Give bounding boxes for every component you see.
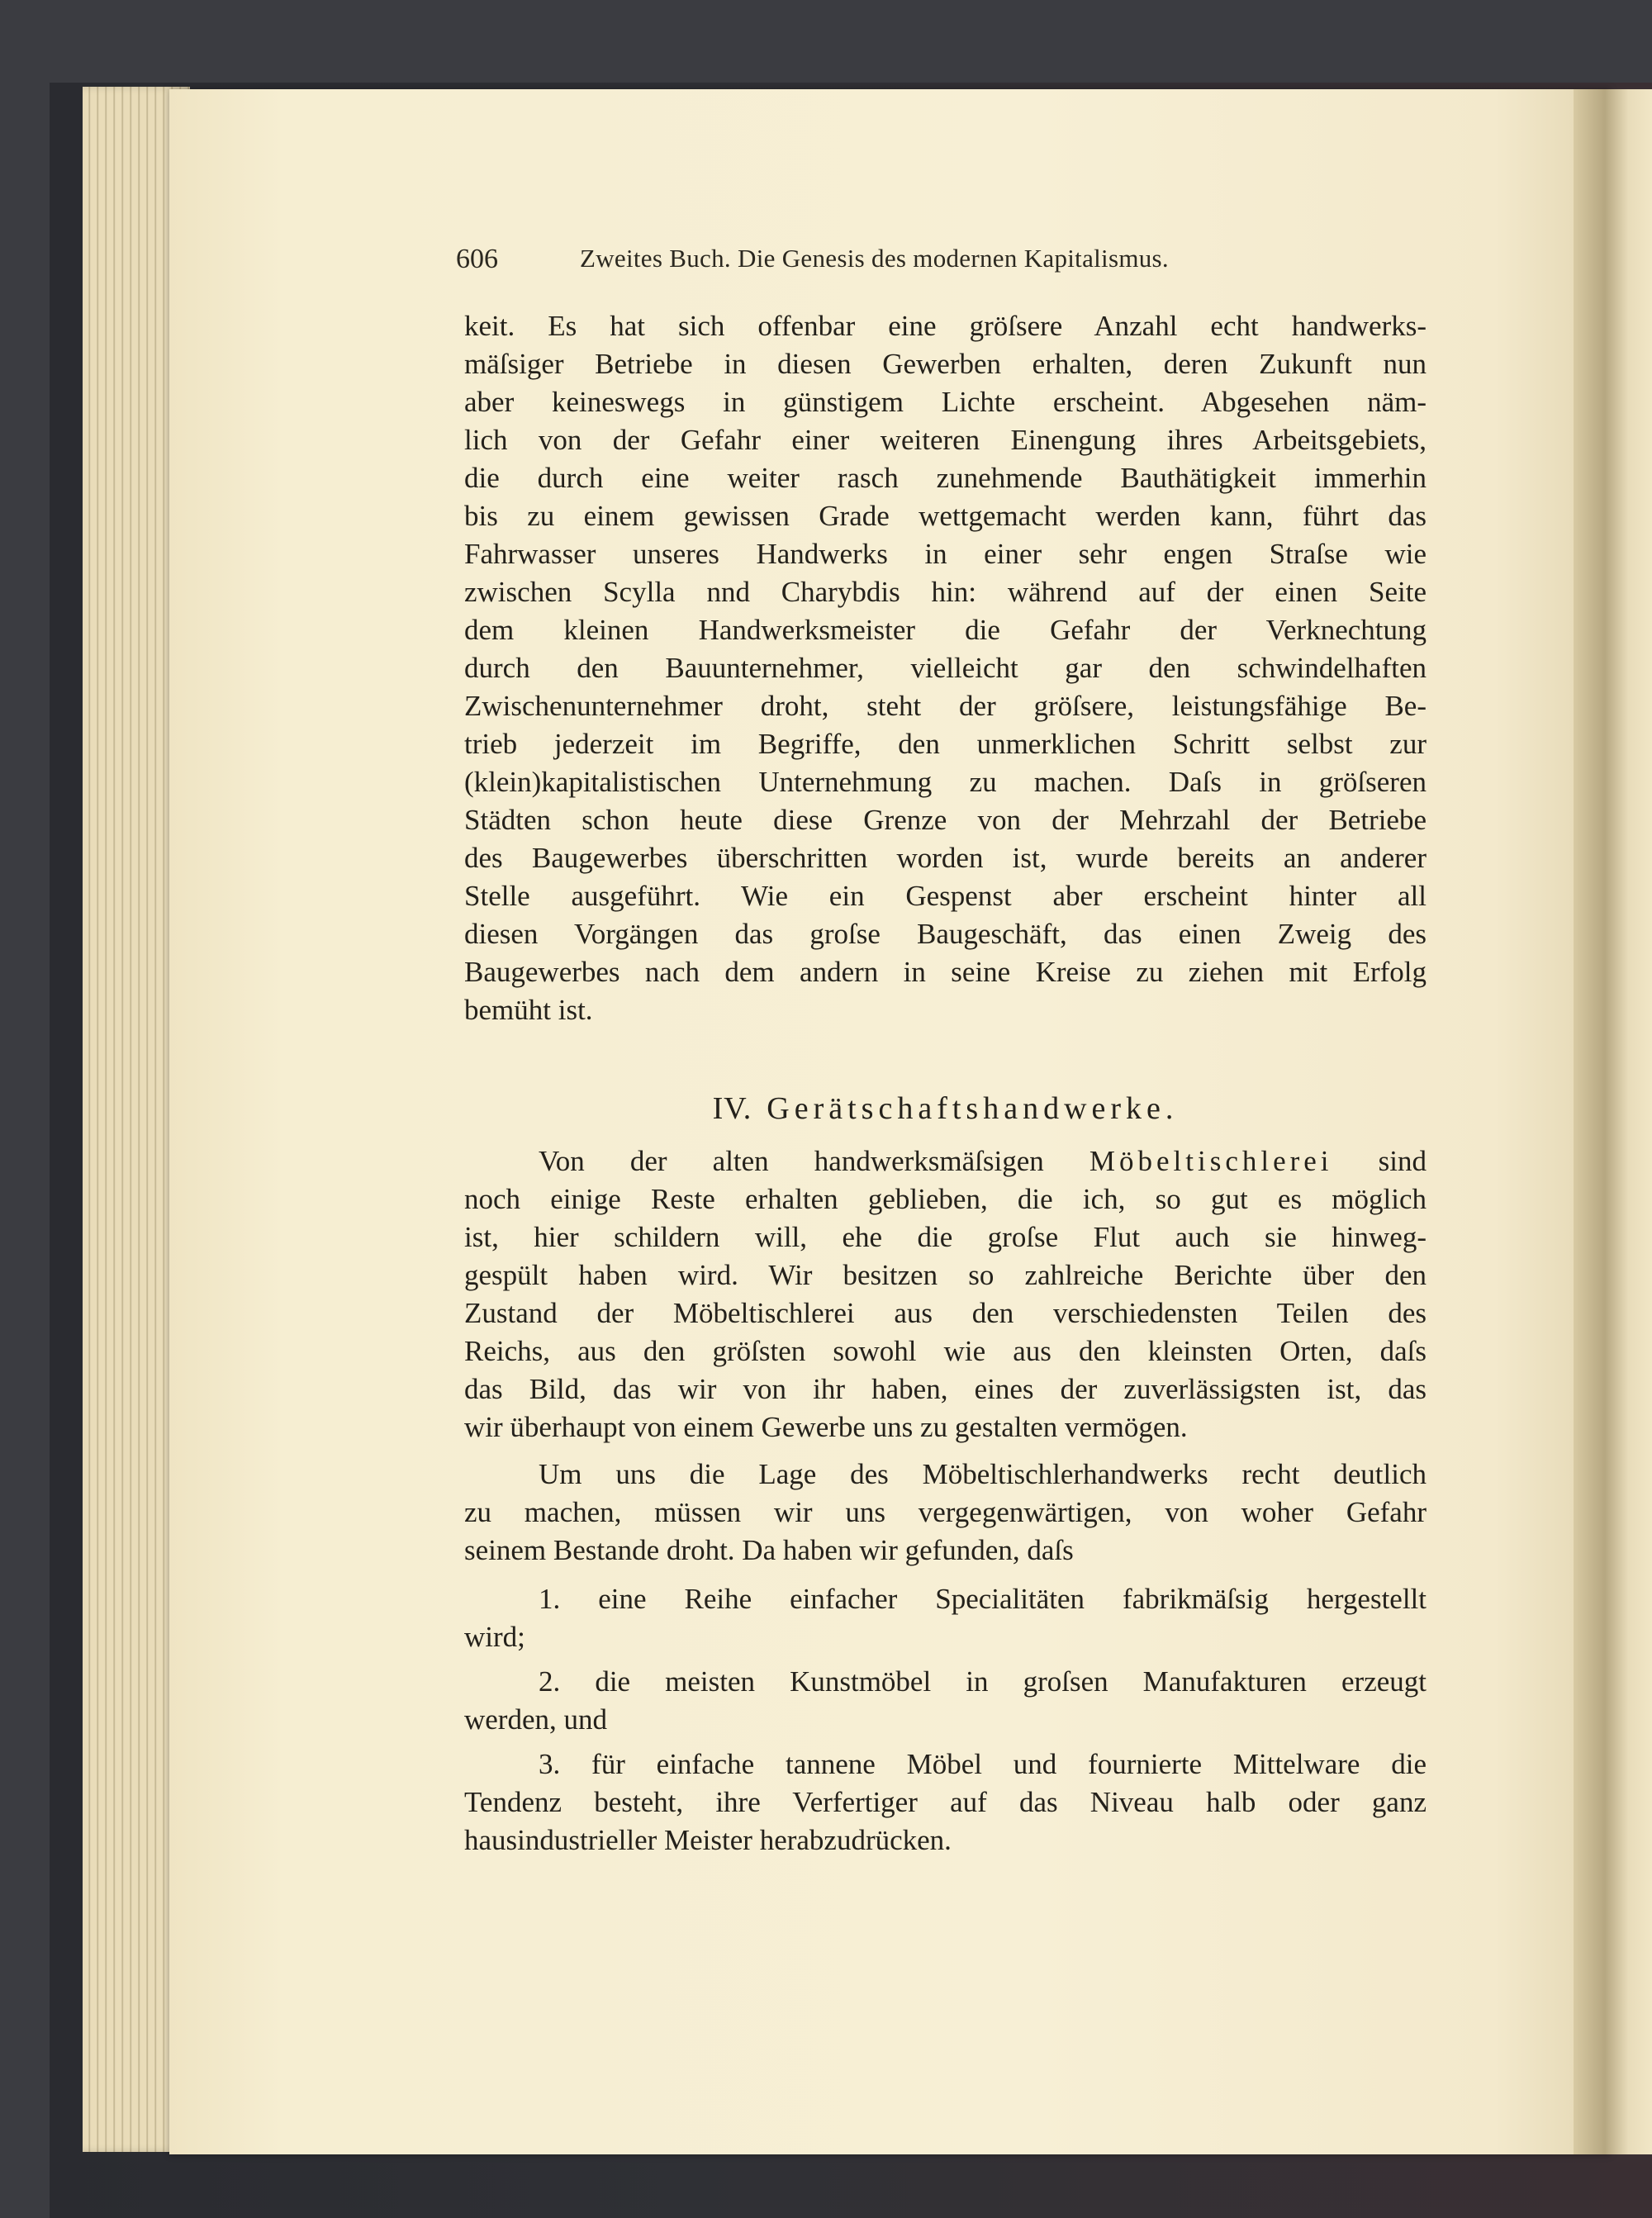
page-number: 606 [456,244,498,274]
running-title: Zweites Buch. Die Genesis des modernen Kapitalismus. [580,244,1169,273]
paragraph-3-line: zu machen, müssen wir uns vergegenwärtigen, von woher Gefahr [464,1496,1427,1528]
paragraph-1-line: aber keineswegs in günstigem Lichte erscheint. Abgesehen näm- [464,386,1427,418]
list-item-line: werden, und [464,1703,608,1736]
list-item-line: 1. eine Reihe einfacher Specialitäten fabrikmäſsig hergestellt [539,1583,1427,1615]
paragraph-1-line: bemüht ist. [464,994,593,1026]
paragraph-2-first-line [464,1142,1427,1180]
paragraph-1-line: diesen Vorgängen das groſse Baugeschäft, das einen Zweig des [464,918,1427,950]
paragraph-1-line: des Baugewerbes überschritten worden ist, wurde bereits an anderer [464,842,1427,874]
paragraph-3-line: Um uns die Lage des Möbeltischlerhandwerks recht deutlich [539,1458,1427,1490]
paragraph-2-line: Zustand der Möbeltischlerei aus den verschiedensten Teilen des [464,1297,1427,1329]
paragraph-1-line: keit. Es hat sich offenbar eine gröſsere Anzahl echt handwerks- [464,310,1427,342]
paragraph-2-line: Reichs, aus den gröſsten sowohl wie aus den kleinsten Orten, daſs [464,1335,1427,1367]
paragraph-1-line: Städten schon heute diese Grenze von der Mehrzahl der Betriebe [464,804,1427,836]
text-run: Von der alten handwerksmäſsigen [539,1145,1044,1177]
list-item-line: wird; [464,1621,525,1653]
paragraph-3-line: seinem Bestande droht. Da haben wir gefunden, daſs [464,1534,1074,1566]
paragraph-2 [464,1142,1427,1446]
running-header [456,244,1431,280]
paragraph-2-line: gespült haben wird. Wir besitzen so zahlreiche Berichte über den [464,1259,1427,1291]
paragraph-2-line: noch einige Reste erhalten geblieben, die ich, so gut es möglich [464,1183,1427,1215]
list-item-line: Tendenz besteht, ihre Verfertiger auf das Niveau halb oder ganz [464,1786,1427,1818]
paragraph-1-line: zwischen Scylla nnd Charybdis hin: während auf der einen Seite [464,576,1427,608]
list-item-line: hausindustrieller Meister herabzudrücken. [464,1824,952,1856]
emphasized-term: Möbeltischlerei [1089,1145,1333,1177]
numbered-list [464,1580,1427,1859]
text-run: sind [1378,1145,1427,1177]
paragraph-2-line: ist, hier schildern will, ehe die groſse Flut auch sie hinweg- [464,1221,1427,1253]
list-item [464,1580,1427,1656]
paragraph-1-line: die durch eine weiter rasch zunehmende Bauthätigkeit immerhin [464,462,1427,494]
paragraph-3 [464,1456,1427,1570]
paragraph-1-line: mäſsiger Betriebe in diesen Gewerben erhalten, deren Zukunft nun [464,348,1427,380]
paragraph-1-line: (klein)kapitalistischen Unternehmung zu machen. Daſs in gröſseren [464,766,1427,798]
paragraph-1-line: Stelle ausgeführt. Wie ein Gespenst aber erscheint hinter all [464,880,1427,912]
list-item-line: 2. die meisten Kunstmöbel in groſsen Manufakturen erzeugt [539,1665,1427,1698]
paragraph-1-line: trieb jederzeit im Begriffe, den unmerklichen Schritt selbst zur [464,728,1427,760]
section-heading [464,1090,1427,1127]
list-item-line: 3. für einfache tannene Möbel und fournierte Mittelware die [539,1748,1427,1780]
paragraph-1-line: bis zu einem gewissen Grade wettgemacht werden kann, führt das [464,500,1427,532]
list-item [464,1663,1427,1739]
section-number: IV. [712,1091,752,1126]
paragraph-1-line: dem kleinen Handwerksmeister die Gefahr der Verknechtung [464,614,1427,646]
paragraph-1 [464,307,1427,1029]
section-title: Gerätschaftshandwerke. [767,1091,1179,1126]
paragraph-1-line: durch den Bauunternehmer, vielleicht gar den schwindelhaften [464,652,1427,684]
paragraph-2-line: das Bild, das wir von ihr haben, eines der zuverlässigsten ist, das [464,1373,1427,1405]
paragraph-1-line: Baugewerbes nach dem andern in seine Kreise zu ziehen mit Erfolg [464,956,1427,988]
list-item [464,1745,1427,1859]
paragraph-2-line: wir überhaupt von einem Gewerbe uns zu gestalten vermögen. [464,1411,1188,1443]
paragraph-1-line: Fahrwasser unseres Handwerks in einer sehr engen Straſse wie [464,538,1427,570]
paragraph-1-line: Zwischenunternehmer droht, steht der gröſsere, leistungsfähige Be- [464,690,1427,722]
book-gutter [1574,89,1652,2154]
paragraph-1-line: lich von der Gefahr einer weiteren Einengung ihres Arbeitsgebiets, [464,424,1427,456]
